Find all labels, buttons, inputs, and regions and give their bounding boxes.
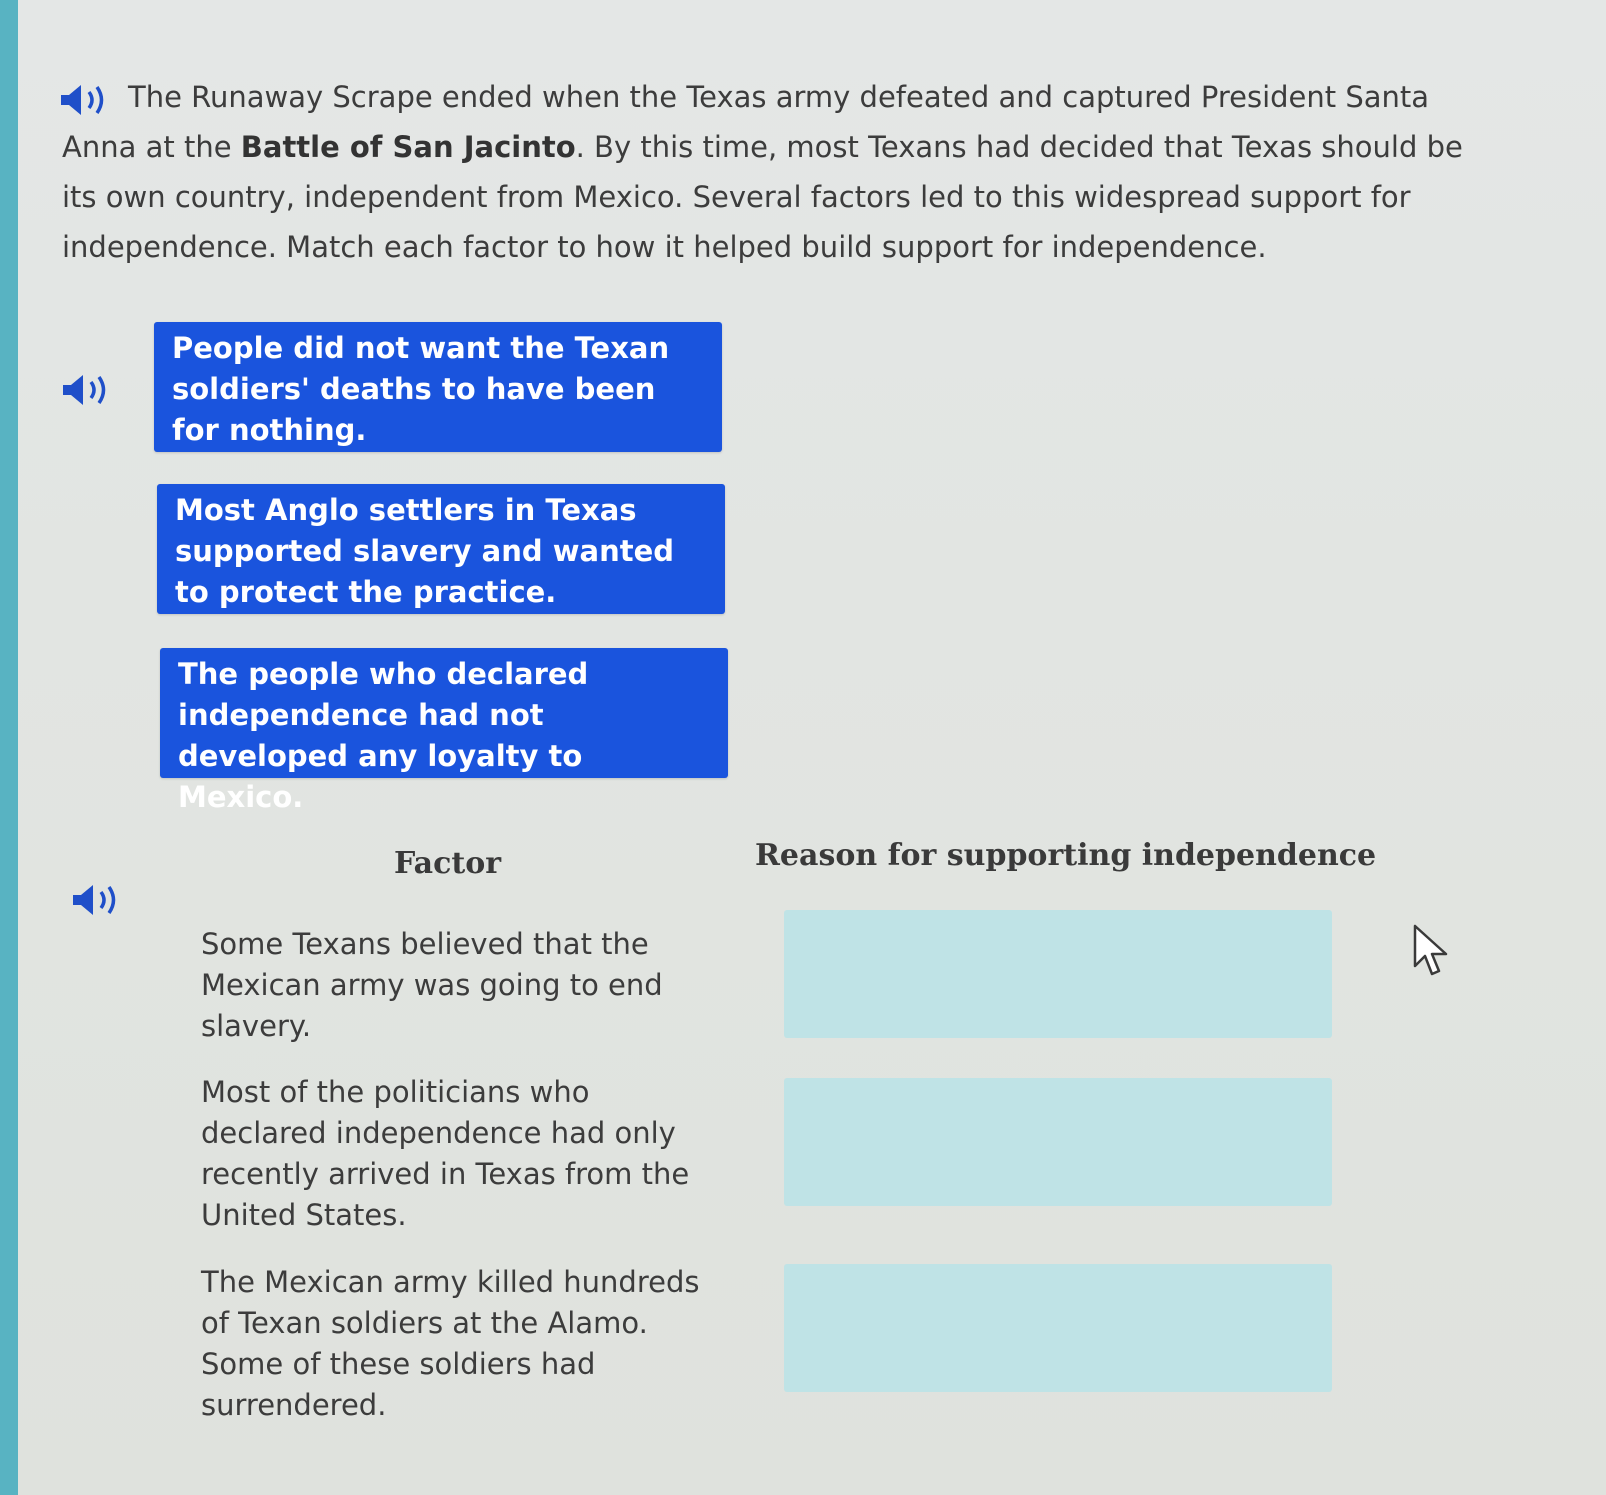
reason-drop-zone-1[interactable] (784, 910, 1332, 1038)
intro-text (62, 72, 1502, 272)
activity-page (18, 0, 1606, 1495)
factor-row-3: The Mexican army killed hundreds of Texan soldiers at the Alamo. Some of these soldiers had surrendered. (201, 1265, 700, 1422)
mouse-pointer-icon (1412, 924, 1452, 978)
factor-row-1: Some Texans believed that the Mexican army was going to end slavery. (201, 927, 663, 1043)
reason-drop-zone-2[interactable] (784, 1078, 1332, 1206)
answer-tile-3[interactable]: The people who declared independence had not developed any loyalty to Mexico. (160, 648, 728, 778)
intro-part1: The Runaway Scrape ended when the Texas army defeated and captured President Santa Anna at the (62, 80, 1430, 164)
answer-tile-2[interactable]: Most Anglo settlers in Texas supported slavery and wanted to protect the practice. (157, 484, 725, 614)
answer-tile-1[interactable]: People did not want the Texan soldiers' deaths to have been for nothing. (154, 322, 722, 452)
intro-bold-term: Battle of San Jacinto (240, 130, 576, 164)
reason-drop-zone-3[interactable] (784, 1264, 1332, 1392)
table-speaker-icon[interactable] (70, 882, 126, 918)
factor-column-header: Factor (394, 846, 502, 881)
intro-part2: . By this time, most Texans had decided that Texas should be its own country, independent from Mexico. Several factors led to this widespread support for independence. Match each factor to how it helped build support for independence. (62, 130, 1463, 264)
factor-row-2: Most of the politicians who declared independence had only recently arrived in Texas from the United States. (201, 1075, 690, 1232)
reason-column-header: Reason for supporting independence (755, 838, 1377, 873)
tiles-speaker-icon[interactable] (60, 372, 116, 408)
